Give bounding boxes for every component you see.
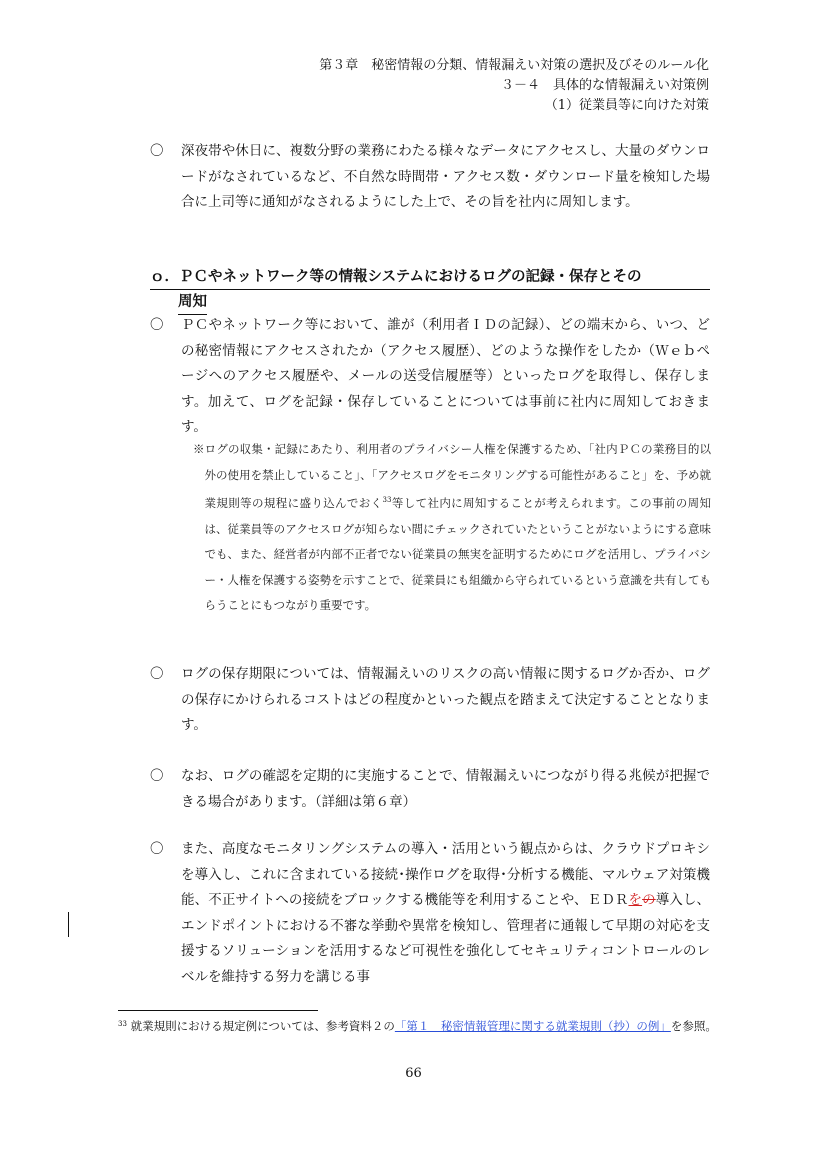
header-section: ３－４ 具体的な情報漏えい対策例: [500, 78, 709, 93]
note-text-part1: ※ログの収集・記録にあたり、利用者のプライバシー人権を保護するため、「社内ＰＣの業務目的以外の使用を禁止していること」、「アクセスログをモニタリングする可能性があること」を、予め就業規則等の規程に盛り込んでおく: [193, 442, 711, 510]
paragraph-text: なお、ログの確認を定期的に実施することで、情報漏えいにつながり得る兆候が把握できる場合があります。（詳細は第６章）: [181, 768, 710, 810]
monitoring-text-b: 導入し、エンドポイントにおける不審な挙動や異常を検知し、管理者に通報して早期の対応を支援するソリューションを活用するなど可視性を強化してセキュリティコントロールのレベルを維持する努力を講じる事: [181, 892, 711, 985]
note-text-part2: 等して社内に周知することが考えられます。この事前の周知は、従業員等のアクセスログが知らない間にチェックされていたということがないようにする意味でも、また、経営者が内部不正者でない従業員の無実を証明するためにログを活用し、プライバシー・人権を保護する姿勢を示すことで、従業員にも組織から守られているという意識を共有してもらうことにもつながり重要です。: [204, 496, 712, 612]
paragraph-logs: [150, 313, 710, 441]
paragraph-retention: [150, 662, 710, 739]
revision-change-bar: [68, 912, 69, 937]
footnote-number: 33: [118, 1020, 127, 1028]
bullet-marker: 〇: [150, 768, 164, 784]
paragraph-text: 深夜帯や休日に、複数分野の業務にわたる様々なデータにアクセスし、大量のダウンロードがなされているなど、不自然な時間帯・アクセス数・ダウンロード量を検知した場合に上司等に通知がなされるようにした上で、その旨を社内に周知します。: [181, 143, 710, 210]
paragraph-periodic-check: [150, 764, 710, 815]
deleted-text: の: [642, 892, 656, 908]
page-number: 66: [405, 1066, 422, 1081]
paragraph-monitoring: [150, 837, 710, 990]
footnote: [118, 1015, 718, 1035]
paragraph-1: [150, 139, 710, 216]
monitoring-text-a: また、高度なモニタリングシステムの導入・活用という観点からは、クラウドプロキシを導入し、これに含まれている接続･操作ログを取得･分析する機能、マルウェア対策機能、不正サイトへの接続をブロックする機能等を利用することや、ＥＤＲ: [181, 841, 710, 908]
paragraph-text: ＰＣやネットワーク等において、誰が（利用者ＩＤの記録）、どの端末から、いつ、どの秘密情報にアクセスされたか（アクセス履歴）、どのような操作をしたか（Ｗｅｂページへのアクセス履歴や、メールの送受信履歴等）といったログを取得し、保存します。加えて、ログを記録・保存していることについては事前に社内に周知しておきます。: [181, 317, 710, 435]
footnote-link[interactable]: 「第１ 秘密情報管理に関する就業規則（抄）の例」: [394, 1019, 671, 1033]
section-heading-line2: 周知: [178, 290, 207, 315]
bullet-marker: 〇: [150, 666, 164, 682]
inserted-text: を: [628, 892, 643, 908]
bullet-marker: 〇: [150, 841, 164, 857]
footnote-ref[interactable]: 33: [382, 496, 392, 504]
paragraph-text: [181, 837, 710, 990]
running-header: [319, 56, 709, 116]
paragraph-text: ログの保存期限については、情報漏えいのリスクの高い情報に関するログか否か、ログの保存にかけられるコストはどの程度かといった観点を踏まえて決定することとなります。: [181, 666, 710, 733]
footnote-text-a: 就業規則における規定例については、参考資料２の: [130, 1019, 395, 1033]
section-heading-line1: ｏ．ＰＣやネットワーク等の情報システムにおけるログの記録・保存とその: [150, 265, 710, 290]
footnote-separator: [118, 1010, 318, 1011]
section-heading: [150, 265, 710, 315]
note-privacy: [193, 437, 711, 619]
footnote-text-b: を参照。: [670, 1019, 717, 1033]
header-chapter: 第３章 秘密情報の分類、情報漏えい対策の選択及びそのルール化: [319, 58, 709, 73]
bullet-marker: 〇: [150, 317, 164, 333]
header-subsection: （1）従業員等に向けた対策: [544, 98, 709, 113]
bullet-marker: 〇: [150, 143, 164, 159]
